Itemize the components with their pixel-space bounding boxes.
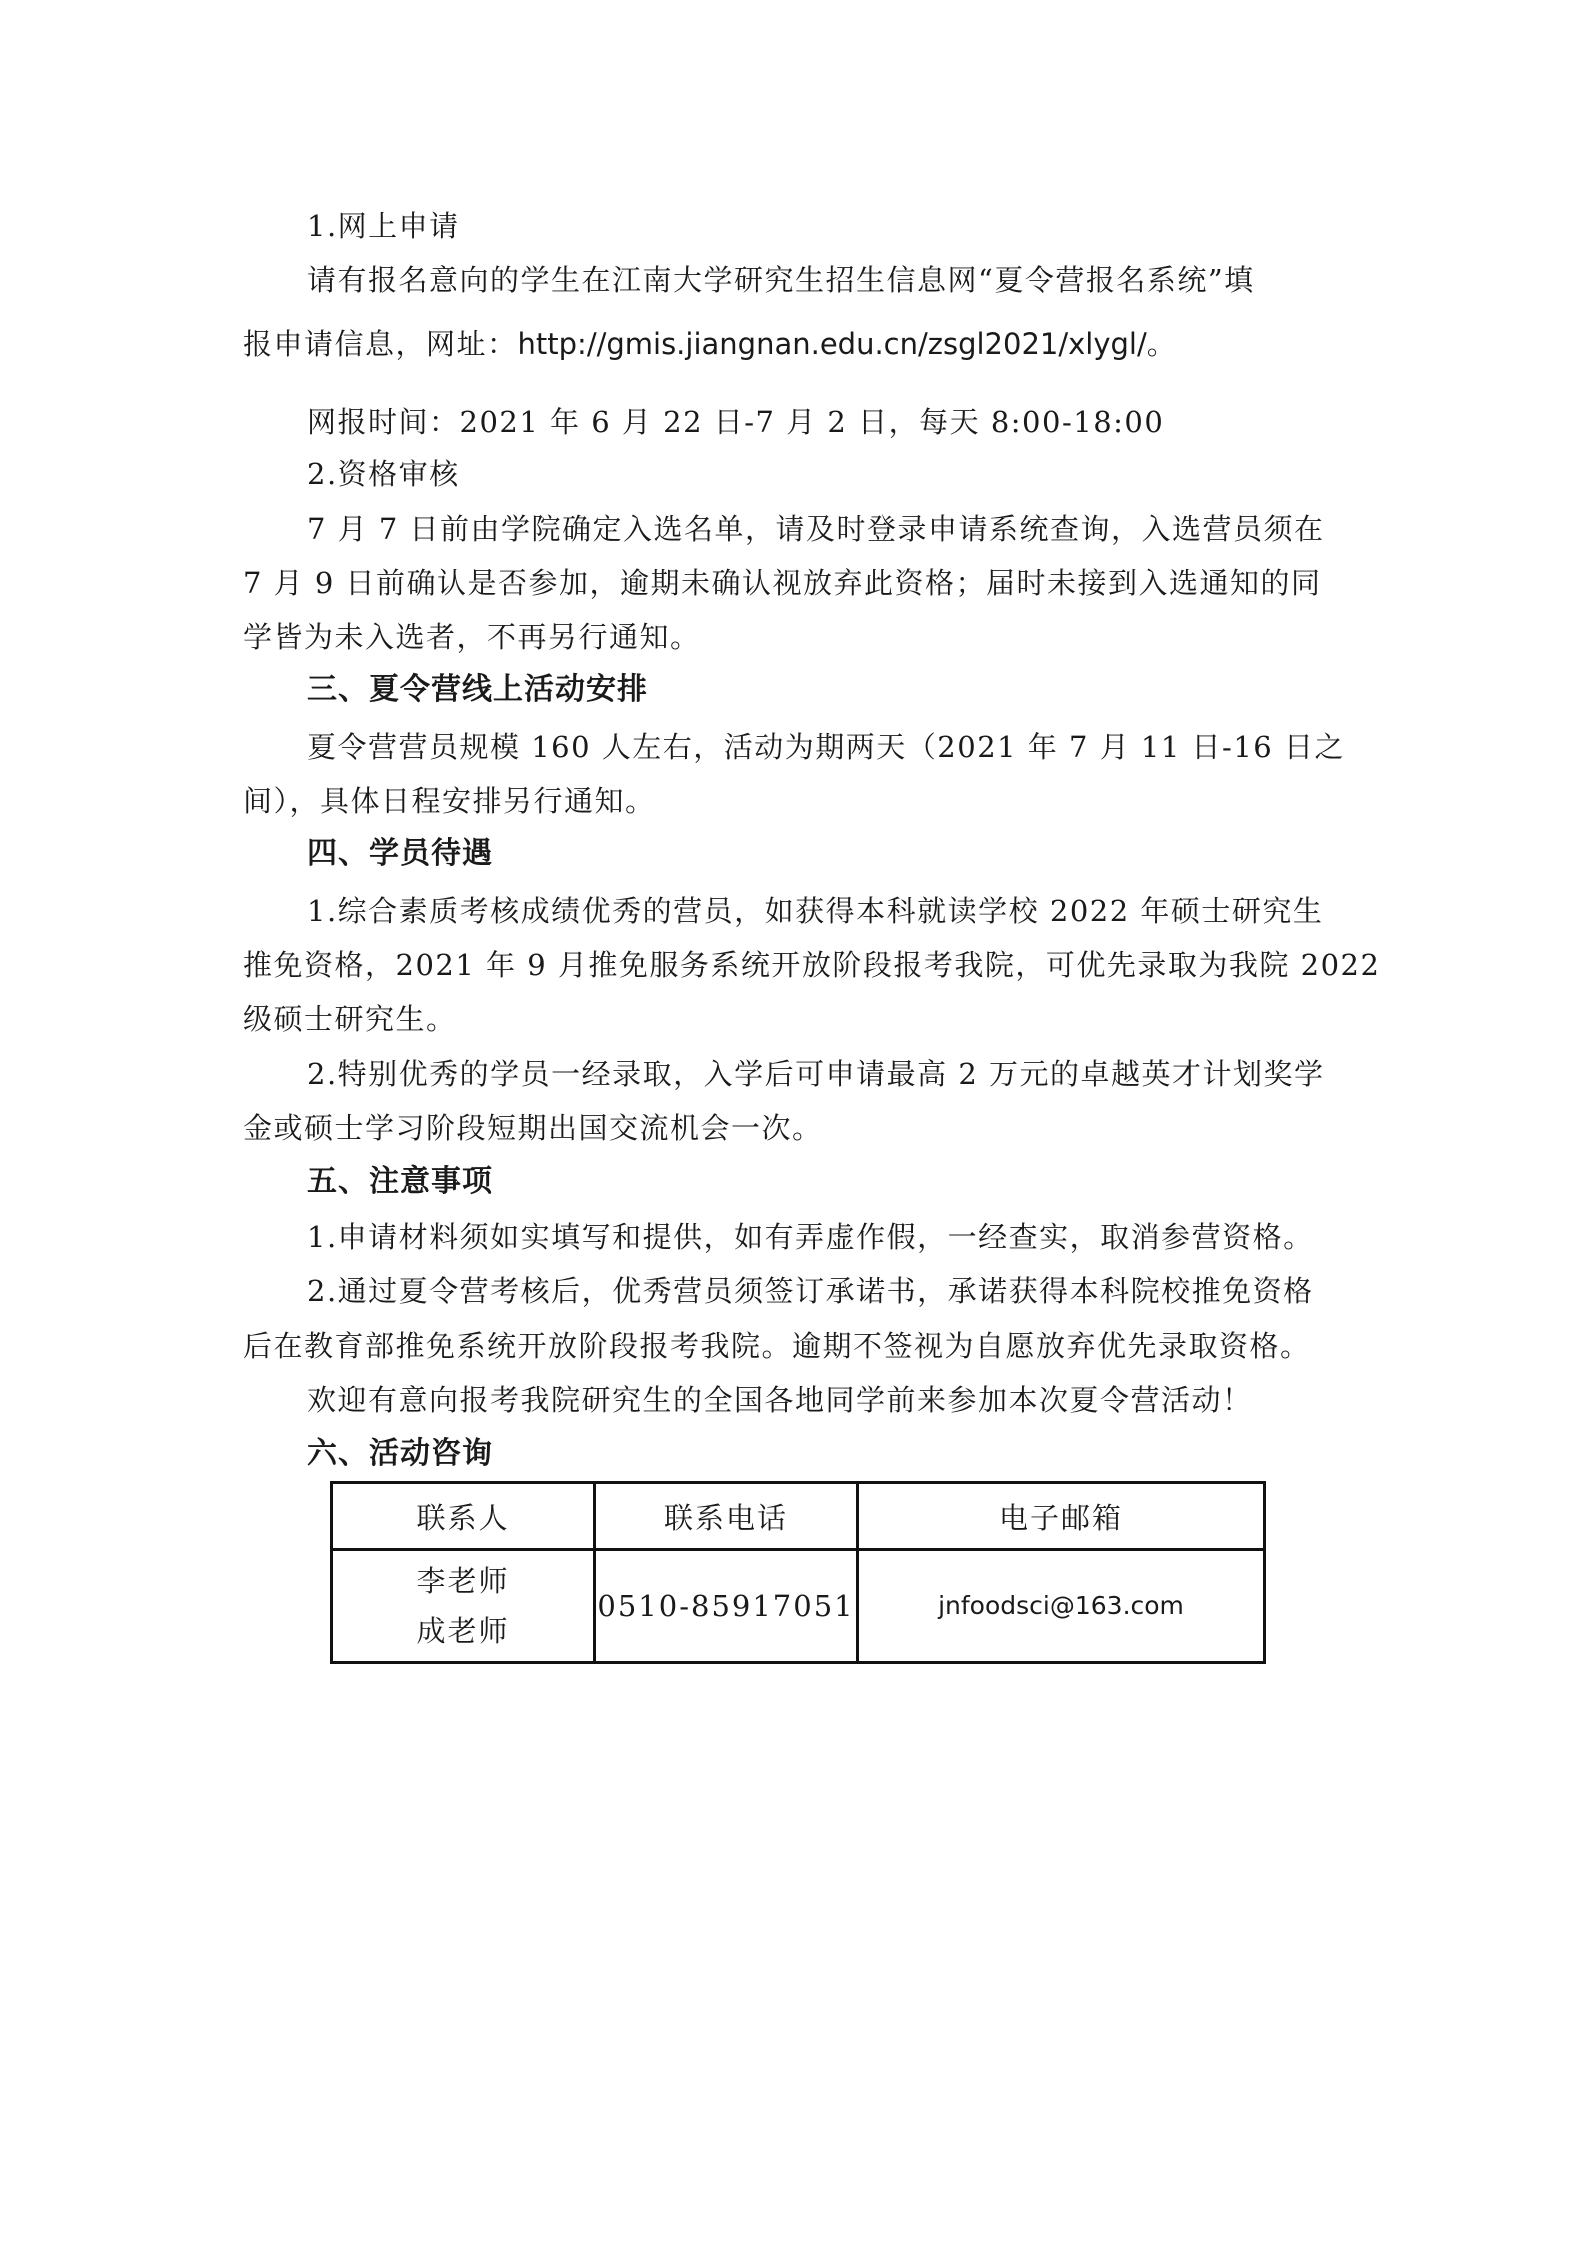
paragraph-line: 7 月 9 日前确认是否参加，逾期未确认视放弃此资格；届时未接到入选通知的同 xyxy=(243,566,1322,600)
paragraph-line: 推免资格，2021 年 9 月推免服务系统开放阶段报考我院，可优先录取为我院 2022 xyxy=(243,948,1381,982)
paragraph-text: 。 xyxy=(1146,327,1178,361)
paragraph-line: 金或硕士学习阶段短期出国交流机会一次。 xyxy=(243,1111,823,1145)
contact-persons-cell xyxy=(332,1550,595,1663)
paragraph-line: 欢迎有意向报考我院研究生的全国各地同学前来参加本次夏令营活动！ xyxy=(307,1383,1253,1417)
paragraph-line: 7 月 7 日前由学院确定入选名单，请及时登录申请系统查询，入选营员须在 xyxy=(307,512,1325,546)
paragraph-line: 2.特别优秀的学员一经录取，入学后可申请最高 2 万元的卓越英才计划奖学 xyxy=(307,1057,1325,1091)
contact-person: 成老师 xyxy=(416,1614,510,1648)
table-header-row xyxy=(332,1483,1265,1550)
header-contact-person: 联系人 xyxy=(332,1483,595,1550)
paragraph-line: 网报时间：2021 年 6 月 22 日-7 月 2 日，每天 8:00-18:00 xyxy=(307,405,1165,439)
paragraph-line: 1.申请材料须如实填写和提供，如有弄虚作假，一经查实，取消参营资格。 xyxy=(307,1220,1314,1254)
paragraph-line: 请有报名意向的学生在江南大学研究生招生信息网“夏令营报名系统”填 xyxy=(307,263,1255,297)
contact-table xyxy=(330,1481,1266,1664)
paragraph-line: 后在教育部推免系统开放阶段报考我院。逾期不签视为自愿放弃优先录取资格。 xyxy=(243,1329,1311,1363)
email-link[interactable]: jnfoodsci@163.com xyxy=(858,1550,1265,1663)
subsection-online-application: 1.网上申请 xyxy=(307,209,460,243)
paragraph-line: 夏令营营员规模 160 人左右，活动为期两天（2021 年 7 月 11 日-16 日之 xyxy=(307,730,1345,764)
contact-person: 李老师 xyxy=(416,1564,510,1598)
header-email: 电子邮箱 xyxy=(858,1483,1265,1550)
paragraph-line: 2.通过夏令营考核后，优秀营员须签订承诺书，承诺获得本科院校推免资格 xyxy=(307,1274,1314,1308)
application-url-link[interactable]: http://gmis.jiangnan.edu.cn/zsgl2021/xlygl/ xyxy=(517,327,1147,361)
paragraph-line: 间），具体日程安排另行通知。 xyxy=(243,784,656,818)
section-heading-3: 三、夏令营线上活动安排 xyxy=(307,672,648,707)
phone-cell: 0510-85917051 xyxy=(595,1550,858,1663)
paragraph-line xyxy=(243,326,1177,362)
table-row xyxy=(332,1550,1265,1663)
section-heading-4: 四、学员待遇 xyxy=(307,836,493,871)
paragraph-line: 级硕士研究生。 xyxy=(243,1002,457,1036)
paragraph-line: 学皆为未入选者，不再另行通知。 xyxy=(243,620,701,654)
header-phone: 联系电话 xyxy=(595,1483,858,1550)
section-heading-6: 六、活动咨询 xyxy=(307,1436,493,1471)
paragraph-text: 报申请信息，网址： xyxy=(243,327,518,361)
subsection-qualification-review: 2.资格审核 xyxy=(307,457,460,491)
section-heading-5: 五、注意事项 xyxy=(307,1164,493,1199)
paragraph-line: 1.综合素质考核成绩优秀的营员，如获得本科就读学校 2022 年硕士研究生 xyxy=(307,894,1324,928)
